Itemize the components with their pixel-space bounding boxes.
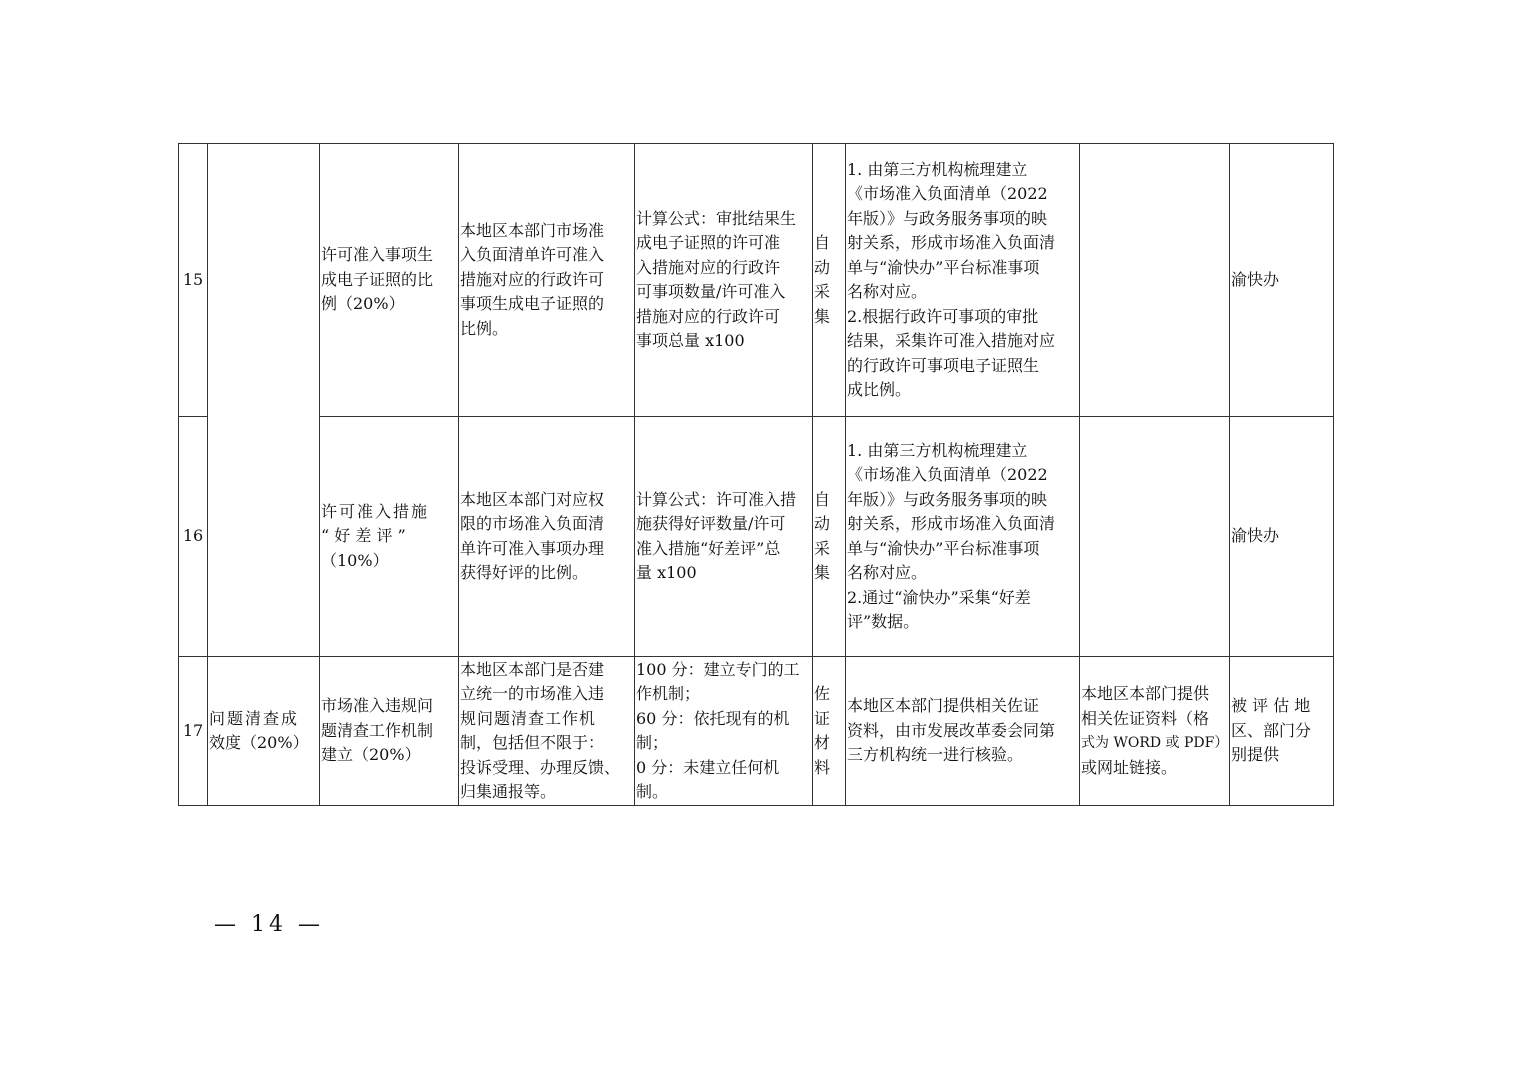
collect-char: 动	[814, 514, 831, 533]
description-line: 入负面清单许可准入	[460, 245, 605, 265]
collect-method-cell	[813, 144, 846, 417]
provider-line: 被 评 估 地	[1231, 696, 1311, 716]
table-row	[179, 417, 1334, 657]
material-line: 本地区本部门提供	[1081, 684, 1210, 703]
provider-line: 区、部门分	[1231, 720, 1312, 740]
collect-char: 材	[814, 733, 831, 752]
method-cell	[635, 144, 813, 417]
method-line: 制。	[636, 782, 669, 801]
method-line: 计算公式：审批结果生	[636, 208, 797, 228]
rule-line: 《市场准入负面清单（2022	[847, 465, 1048, 484]
rule-line: 评”数据。	[847, 612, 920, 631]
row-number: 15	[179, 144, 208, 417]
provider-cell	[1230, 657, 1334, 806]
method-line: 成电子证照的许可准	[636, 233, 781, 252]
method-line: 入措施对应的行政许	[636, 257, 781, 277]
description-line: 获得好评的比例。	[460, 563, 589, 582]
rule-line: 资料，由市发展改革委会同第	[847, 720, 1056, 740]
indicator-line: 题清查工作机制	[321, 720, 434, 740]
description-line: 本地区本部门市场准	[460, 220, 605, 240]
rule-cell	[846, 657, 1080, 806]
collect-char: 自	[814, 233, 831, 252]
evaluation-table	[178, 143, 1334, 806]
indicator-cell	[320, 657, 459, 806]
rule-line: 射关系，形成市场准入负面清	[847, 514, 1056, 533]
material-cell	[1080, 657, 1230, 806]
collect-char: 佐	[814, 684, 831, 703]
description-line: 规问题清查工作机	[460, 708, 597, 728]
page-number: — 14 —	[214, 912, 324, 937]
rule-line: 名称对应。	[847, 563, 928, 582]
description-line: 本地区本部门对应权	[460, 489, 605, 509]
category-cell	[208, 657, 320, 806]
description-line: 立统一的市场准入违	[460, 684, 605, 703]
collect-char: 料	[814, 757, 831, 777]
collect-char: 证	[814, 708, 831, 728]
rule-cell	[846, 417, 1080, 657]
indicator-line: 成电子证照的比	[321, 269, 434, 289]
description-line: 限的市场准入负面清	[460, 514, 605, 533]
indicator-line: 建立（20%）	[321, 745, 421, 765]
indicator-line: 许可准入措施	[321, 501, 430, 521]
rule-line: 年版）》与政务服务事项的映	[847, 489, 1048, 509]
description-line: 比例。	[460, 318, 509, 338]
indicator-line: 例（20%）	[321, 294, 405, 314]
indicator-line: 许可准入事项生	[321, 245, 434, 265]
rule-line: 名称对应。	[847, 282, 928, 301]
collect-char: 自	[814, 489, 831, 509]
collect-method-cell	[813, 417, 846, 657]
method-line: 0 分：未建立任何机	[636, 757, 780, 777]
method-line: 100 分：建立专门的工	[636, 659, 800, 679]
collect-method-cell	[813, 657, 846, 806]
indicator-cell	[320, 144, 459, 417]
rule-line: 1. 由第三方机构梳理建立	[847, 440, 1028, 460]
description-line: 措施对应的行政许可	[460, 269, 605, 289]
description-line: 归集通报等。	[460, 782, 557, 801]
provider-cell: 渝快办	[1230, 417, 1334, 657]
rule-line: 《市场准入负面清单（2022	[847, 184, 1048, 203]
collect-char: 集	[814, 563, 831, 582]
rule-line: 三方机构统一进行核验。	[847, 745, 1024, 765]
category-line: 问题清查成	[209, 708, 300, 728]
indicator-cell	[320, 417, 459, 657]
method-line: 制；	[636, 733, 669, 752]
description-cell	[459, 417, 635, 657]
collect-char: 集	[814, 306, 831, 326]
method-line: 量 x100	[636, 563, 697, 582]
material-line: 式为 WORD 或 PDF）	[1081, 735, 1229, 751]
rule-line: 2.根据行政许可事项的审批	[847, 306, 1039, 326]
row-number: 17	[179, 657, 208, 806]
description-line: 投诉受理、办理反馈、	[460, 757, 621, 777]
material-cell	[1080, 417, 1230, 657]
row-number: 16	[179, 417, 208, 657]
rule-line: 结果，采集许可准入措施对应	[847, 331, 1056, 350]
indicator-line: 市场准入违规问	[321, 696, 434, 716]
method-cell	[635, 417, 813, 657]
description-line: 单许可准入事项办理	[460, 538, 605, 558]
rule-cell	[846, 144, 1080, 417]
collect-char: 采	[814, 282, 831, 301]
table-row	[179, 657, 1334, 806]
rule-line: 单与“渝快办”平台标准事项	[847, 257, 1040, 277]
method-line: 计算公式：许可准入措	[636, 489, 797, 509]
provider-cell: 渝快办	[1230, 144, 1334, 417]
material-line: 或网址链接。	[1081, 757, 1178, 777]
material-cell	[1080, 144, 1230, 417]
method-line: 措施对应的行政许可	[636, 306, 781, 326]
rule-line: 的行政许可事项电子证照生	[847, 355, 1040, 375]
material-line: 相关佐证资料（格	[1081, 708, 1210, 728]
description-cell	[459, 657, 635, 806]
description-cell	[459, 144, 635, 417]
method-line: 可事项数量/许可准入	[636, 282, 786, 301]
rule-line: 年版）》与政务服务事项的映	[847, 208, 1048, 228]
rule-line: 成比例。	[847, 380, 912, 399]
method-line: 作机制；	[636, 684, 701, 703]
indicator-line: （10%）	[321, 550, 389, 570]
indicator-line: “ 好 差 评 ”	[321, 526, 406, 546]
method-line: 60 分：依托现有的机	[636, 708, 790, 728]
description-line: 制，包括但不限于：	[460, 733, 605, 752]
rule-line: 射关系，形成市场准入负面清	[847, 233, 1056, 252]
rule-line: 2.通过“渝快办”采集“好差	[847, 587, 1031, 607]
collect-char: 动	[814, 257, 831, 277]
method-line: 准入措施“好差评”总	[636, 538, 781, 558]
method-cell	[635, 657, 813, 806]
table-row	[179, 144, 1334, 417]
category-cell	[208, 144, 320, 657]
description-line: 事项生成电子证照的	[460, 294, 605, 314]
rule-line: 1. 由第三方机构梳理建立	[847, 159, 1028, 179]
rule-line: 单与“渝快办”平台标准事项	[847, 538, 1040, 558]
category-line: 效度（20%）	[209, 733, 309, 752]
method-line: 施获得好评数量/许可	[636, 514, 786, 533]
provider-line: 别提供	[1231, 745, 1280, 765]
description-line: 本地区本部门是否建	[460, 659, 605, 679]
collect-char: 采	[814, 538, 831, 558]
rule-line: 本地区本部门提供相关佐证	[847, 696, 1040, 716]
method-line: 事项总量 x100	[636, 331, 745, 350]
